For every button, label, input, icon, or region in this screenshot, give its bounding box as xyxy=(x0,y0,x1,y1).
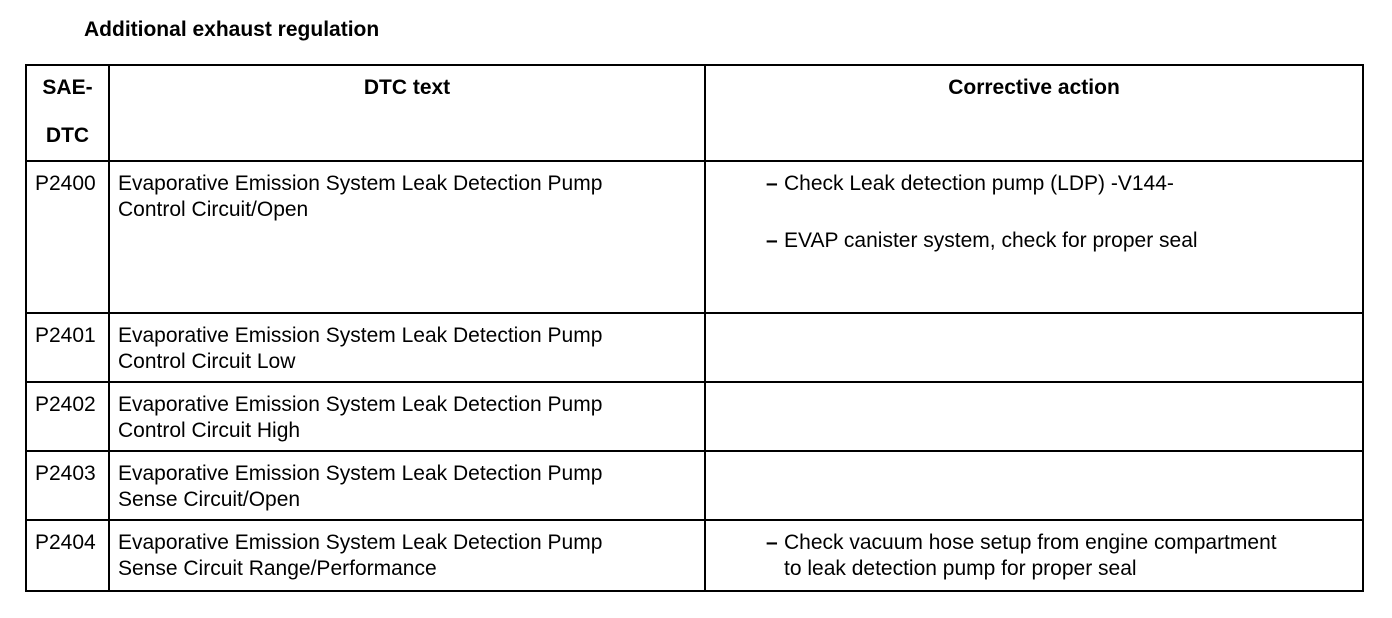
dtc-text-cell xyxy=(109,161,705,313)
dtc-text-line: Control Circuit/Open xyxy=(118,198,309,221)
dash-bullet: – xyxy=(766,172,778,195)
table-row xyxy=(26,520,1363,591)
corrective-action-cell xyxy=(705,451,1363,520)
corrective-action-item xyxy=(766,530,1362,582)
dtc-text-line: Evaporative Emission System Leak Detection Pump xyxy=(118,324,603,347)
corrective-action-line: Check Leak detection pump (LDP) -V144- xyxy=(784,172,1174,195)
corrective-action-line: to leak detection pump for proper seal xyxy=(784,557,1137,580)
dtc-text-line: Control Circuit High xyxy=(118,419,301,442)
header-sae-dtc-line1: SAE- xyxy=(42,76,93,99)
table-row xyxy=(26,382,1363,451)
dtc-code: P2400 xyxy=(35,172,96,195)
corrective-action-cell xyxy=(705,313,1363,382)
header-corrective-action-label: Corrective action xyxy=(948,76,1120,99)
dtc-text-line: Evaporative Emission System Leak Detection Pump xyxy=(118,172,603,195)
header-corrective-action xyxy=(705,65,1363,161)
header-sae-dtc xyxy=(26,65,109,161)
corrective-action-item xyxy=(766,171,1362,197)
dtc-text-cell xyxy=(109,382,705,451)
header-dtc-text-label: DTC text xyxy=(363,76,451,99)
dtc-code: P2402 xyxy=(35,393,96,416)
dtc-code-cell xyxy=(26,161,109,313)
corrective-action-item xyxy=(766,228,1362,254)
dtc-code: P2403 xyxy=(35,462,96,485)
table-row xyxy=(26,451,1363,520)
dtc-text-line: Evaporative Emission System Leak Detection Pump xyxy=(118,531,603,554)
dtc-code-cell xyxy=(26,451,109,520)
document-title: Additional exhaust regulation xyxy=(84,18,380,41)
header-dtc-text xyxy=(109,65,705,161)
corrective-action-line: Check vacuum hose setup from engine compartment xyxy=(784,531,1277,554)
dash-bullet: – xyxy=(766,531,778,554)
dash-bullet: – xyxy=(766,229,778,252)
dtc-code: P2401 xyxy=(35,324,96,347)
table-row xyxy=(26,313,1363,382)
dtc-text-line: Evaporative Emission System Leak Detection Pump xyxy=(118,393,603,416)
dtc-text-cell xyxy=(109,451,705,520)
dtc-text-line: Sense Circuit/Open xyxy=(118,488,301,511)
table-row xyxy=(26,161,1363,313)
dtc-code-cell xyxy=(26,313,109,382)
table-header-row xyxy=(26,65,1363,161)
dtc-code: P2404 xyxy=(35,531,96,554)
dtc-code-cell xyxy=(26,382,109,451)
corrective-action-cell xyxy=(705,161,1363,313)
corrective-action-cell xyxy=(705,520,1363,591)
dtc-text-line: Sense Circuit Range/Performance xyxy=(118,557,437,580)
corrective-action-line: EVAP canister system, check for proper seal xyxy=(784,229,1198,252)
dtc-code-cell xyxy=(26,520,109,591)
dtc-text-cell xyxy=(109,313,705,382)
dtc-text-line: Evaporative Emission System Leak Detection Pump xyxy=(118,462,603,485)
dtc-text-cell xyxy=(109,520,705,591)
dtc-table xyxy=(25,64,1364,592)
corrective-action-cell xyxy=(705,382,1363,451)
header-sae-dtc-line2: DTC xyxy=(45,124,90,147)
dtc-text-line: Control Circuit Low xyxy=(118,350,296,373)
